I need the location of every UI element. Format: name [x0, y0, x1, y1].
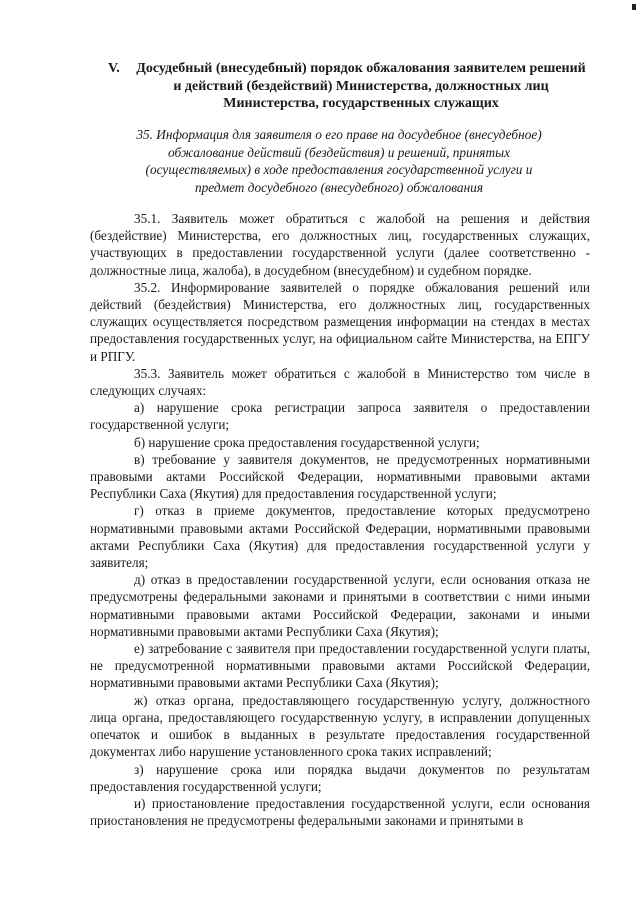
section-heading: [88, 60, 588, 113]
section-number: V.: [108, 61, 120, 76]
paragraph: 35.1. Заявитель может обратиться с жалобой на решения и действия (бездействие) Министерства, его должностных лиц, государственных служащих, участвующих в предоставлении государственной услуги (далее соответственно - должностные лица, жалоба), в досудебном (внесудебном) и судебном порядке.: [90, 211, 590, 278]
list-item: б) нарушение срока предоставления государственной услуги;: [134, 434, 480, 450]
subsection-title: 35. Информация для заявителя о его праве на досудебное (внесудебное) обжалование действий (бездействия) и решений, принятых (осуществляемых) в ходе предоставления государственной услуги и предмет досудебного (внесудебного) обжалования: [136, 127, 542, 195]
list-item: г) отказ в приеме документов, предоставление которых предусмотрено нормативными правовыми актами Российской Федерации, нормативными правовыми актами Республики Саха (Якутия) для предоставления государственной услуги у заявителя;: [90, 503, 590, 571]
list-item: д) отказ в предоставлении государственной услуги, если основания отказа не предусмотрены федеральными законами и принятыми в соответствии с ними иными нормативными правовыми актами Российской Федерации, законами и иными нормативными правовыми актами Республики Саха (Якутия);: [90, 572, 590, 639]
list-item: е) затребование с заявителя при предоставлении государственной услуги платы, не предусмотренной нормативными правовыми актами Российской Федерации, нормативными правовыми актами Республики Саха (Якутия);: [90, 641, 590, 691]
paragraph: 35.2. Информирование заявителей о порядке обжалования решений или действий (бездействия) Министерства, его должностных лиц, государственных служащих осуществляется посредством размещения информации на стендах в местах предоставления государственных услуг, на официальном сайте Министерства, на ЕПГУ и РПГУ.: [90, 279, 590, 364]
scan-mark: [632, 4, 636, 10]
list-item: и) приостановление предоставления государственной услуги, если основания приостановления не предусмотрены федеральными законами и принятыми в: [90, 795, 590, 829]
section-title: Досудебный (внесудебный) порядок обжалования заявителем решений и действий (бездействий) Министерства, должностных лиц Министерства, государственных служащих: [136, 61, 586, 111]
list-item: а) нарушение срока регистрации запроса заявителя о предоставлении государственной услуги;: [90, 400, 590, 433]
document-body: [90, 210, 590, 829]
list-item: в) требование у заявителя документов, не предусмотренных нормативными правовыми актами Российской Федерации, нормативными правовыми актами Республики Саха (Якутия) для предоставления государственной услуги;: [90, 451, 590, 502]
paragraph: 35.3. Заявитель может обратиться с жалобой в Министерство том числе в следующих случаях:: [90, 365, 590, 399]
list-item: ж) отказ органа, предоставляющего государственную услугу, должностного лица органа, предоставляющего государственную услугу, в исправлении допущенных опечаток и ошибок в выданных в результате предоставления государственной документах либо нарушение установленного срока таких исправлений;: [90, 692, 590, 760]
list-item: з) нарушение срока или порядка выдачи документов по результатам предоставления государственной услуги;: [90, 761, 590, 794]
